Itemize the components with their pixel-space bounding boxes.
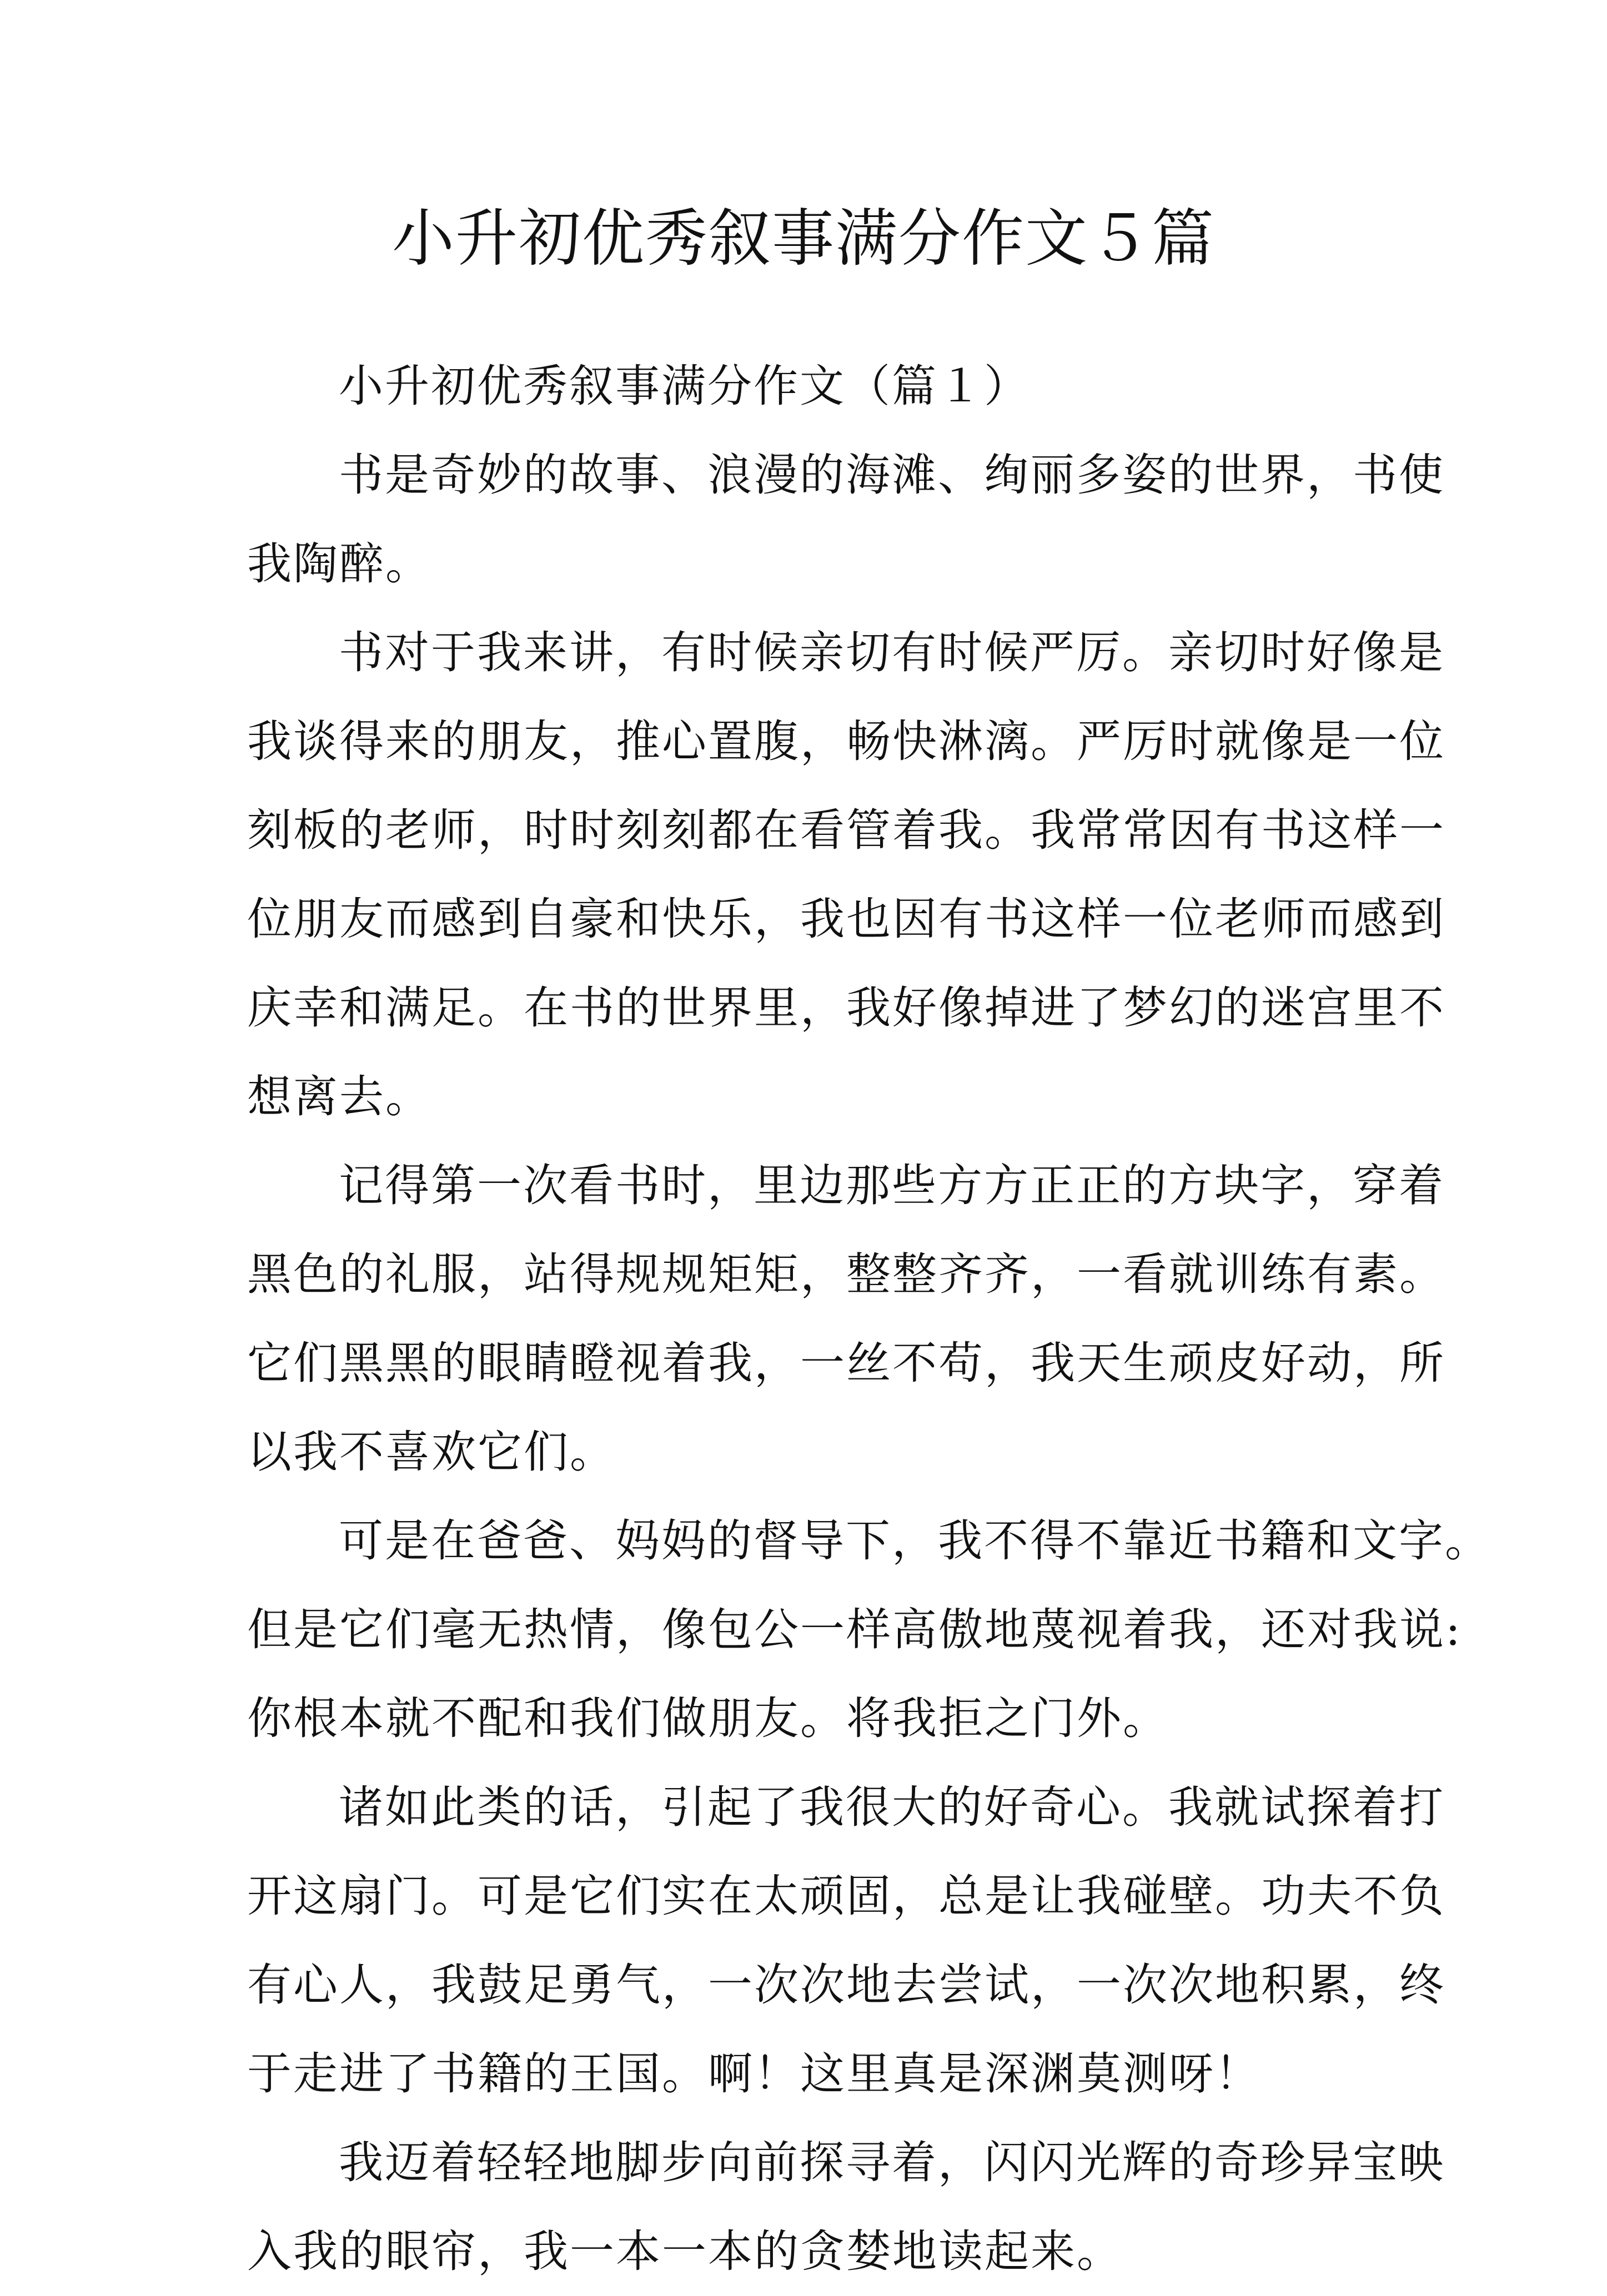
text-line: 有心人，我鼓足勇气，一次次地去尝试，一次次地积累，终 bbox=[247, 1959, 1445, 2011]
document-body bbox=[247, 342, 1491, 2296]
text-line: 你根本就不配和我们做朋友。将我拒之门外。 bbox=[247, 1693, 1169, 1744]
document-title: 小升初优秀叙事满分作文５篇 bbox=[392, 203, 1215, 275]
text-line: 小升初优秀叙事满分作文（篇１） bbox=[339, 360, 1030, 412]
text-line: 书是奇妙的故事、浪漫的海滩、绚丽多姿的世界，书使 bbox=[339, 449, 1445, 501]
text-line: 于走进了书籍的王国。啊！这里真是深渊莫测呀！ bbox=[247, 2048, 1261, 2099]
text-line: 我陶醉。 bbox=[247, 538, 431, 590]
text-line: 入我的眼帘，我一本一本的贪婪地读起来。 bbox=[247, 2225, 1123, 2277]
text-line: 刻板的老师，时时刻刻都在看管着我。我常常因有书这样一 bbox=[247, 804, 1445, 856]
text-line: 诸如此类的话，引起了我很大的好奇心。我就试探着打 bbox=[339, 1781, 1445, 1833]
text-line: 黑色的礼服，站得规规矩矩，整整齐齐，一看就训练有素。 bbox=[247, 1248, 1445, 1300]
text-line: 但是它们毫无热情，像包公一样高傲地蔑视着我，还对我说: bbox=[247, 1604, 1462, 1655]
text-line: 位朋友而感到自豪和快乐，我也因有书这样一位老师而感到 bbox=[247, 893, 1445, 945]
text-line: 以我不喜欢它们。 bbox=[247, 1426, 616, 1478]
text-line: 我迈着轻轻地脚步向前探寻着，闪闪光辉的奇珍异宝映 bbox=[339, 2137, 1445, 2188]
text-line: 想离去。 bbox=[247, 1071, 431, 1122]
text-line: 我谈得来的朋友，推心置腹，畅快淋漓。严厉时就像是一位 bbox=[247, 716, 1445, 767]
text-line: 可是在爸爸、妈妈的督导下，我不得不靠近书籍和文字。 bbox=[339, 1515, 1491, 1567]
text-line: 记得第一次看书时，里边那些方方正正的方块字，穿着 bbox=[339, 1160, 1445, 1211]
text-line: 它们黑黑的眼睛瞪视着我，一丝不苟，我天生顽皮好动，所 bbox=[247, 1337, 1445, 1389]
text-line: 书对于我来讲，有时候亲切有时候严厉。亲切时好像是 bbox=[339, 627, 1445, 678]
text-line: 开这扇门。可是它们实在太顽固，总是让我碰壁。功夫不负 bbox=[247, 1870, 1445, 1922]
text-line: 庆幸和满足。在书的世界里，我好像掉进了梦幻的迷宫里不 bbox=[247, 982, 1445, 1034]
